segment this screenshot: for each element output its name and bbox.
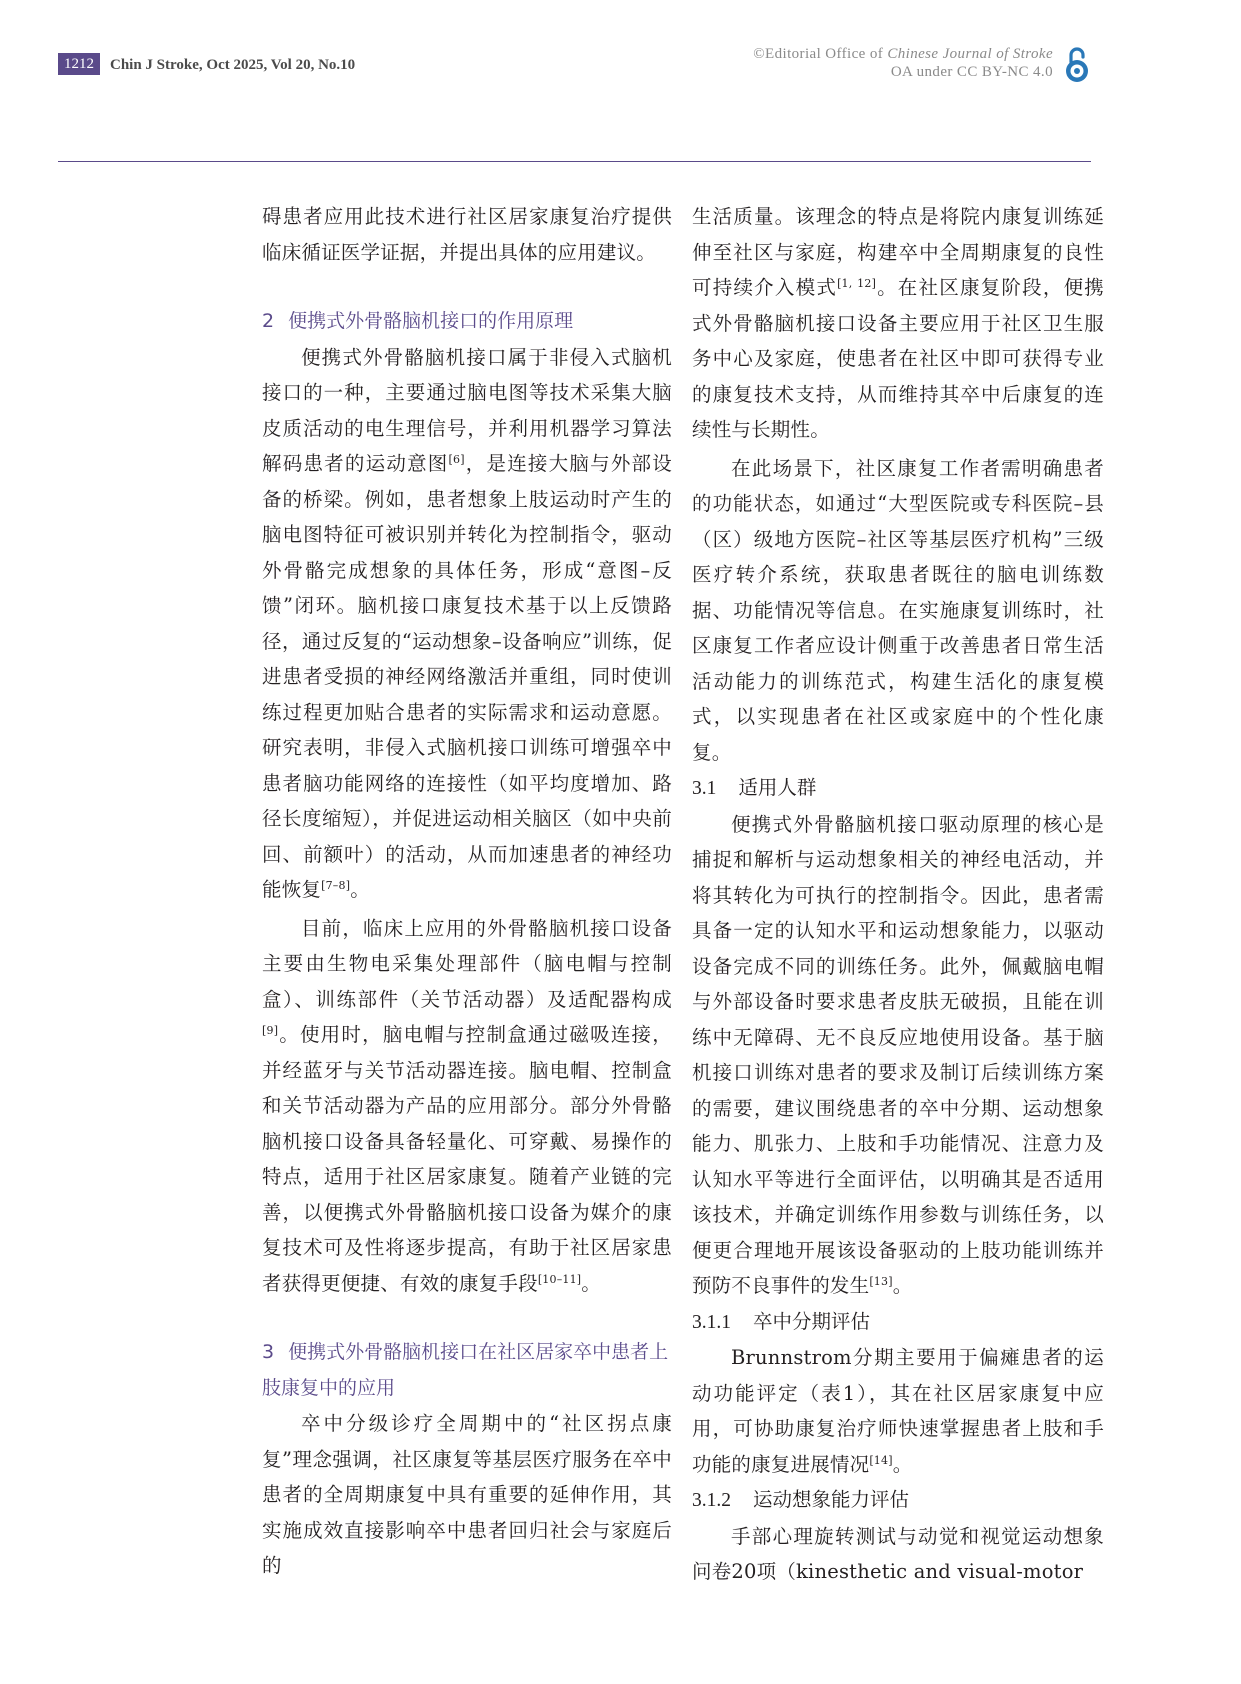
section-heading-2 — [262, 304, 672, 340]
section-number: 3.1 — [692, 778, 717, 799]
citation-ref: [6] — [448, 453, 465, 466]
section-number: 2 — [262, 310, 275, 332]
subsection-heading-3-1-1 — [692, 1304, 1104, 1341]
subsection-heading-3-1 — [692, 770, 1104, 807]
open-access-lock-icon — [1063, 46, 1091, 84]
section-number: 3.1.2 — [692, 1490, 731, 1511]
paragraph-text: 。 — [892, 1452, 913, 1476]
paragraph-text: 。 — [350, 878, 370, 901]
section-number: 3 — [262, 1341, 275, 1363]
journal-citation: Chin J Stroke, Oct 2025, Vol 20, No.10 — [110, 57, 356, 73]
paragraph-text: 目前，临床上应用的外骨骼脑机接口设备主要由生物电采集处理部件（脑电帽与控制盒）、训练部件（关节活动器）及适配器构成 — [262, 916, 672, 1011]
paragraph — [692, 199, 1104, 448]
paragraph: 卒中分级诊疗全周期中的“社区拐点康复”理念强调，社区康复等基层医疗服务在卒中患者的全周期康复中具有重要的延伸作用，其实施成效直接影响卒中患者回归社会与家庭后的 — [262, 1412, 672, 1577]
citation-ref: [7–8] — [321, 879, 351, 892]
paragraph-text: 。在社区康复阶段，便携式外骨骼脑机接口设备主要应用于社区卫生服务中心及家庭，使患者在社区中即可获得专业的康复技术支持，从而维持其卒中后康复的连续性与长期性。 — [692, 276, 1104, 441]
right-column — [692, 199, 1104, 1590]
subsection-heading-3-1-2 — [692, 1482, 1104, 1519]
section-title: 适用人群 — [738, 776, 817, 799]
section-number: 3.1.1 — [692, 1311, 731, 1333]
paragraph — [692, 1340, 1104, 1482]
citation-ref: [10–11] — [537, 1272, 582, 1286]
paragraph-text: 便携式外骨骼脑机接口属于非侵入式脑机接口的一种，主要通过脑电图等技术采集大脑皮质活动的电生理信号，并利用机器学习算法解码患者的运动意图 — [262, 345, 672, 475]
header-divider — [58, 161, 1091, 162]
left-column — [262, 199, 672, 1584]
paragraph-text: 。 — [892, 1274, 913, 1297]
paragraph-text: 生活质量。该理念的特点是将院内康复训练延伸至社区与家庭，构建卒中全周期康复的良性可持续介入模式 — [692, 205, 1104, 299]
citation-ref: [13] — [869, 1275, 893, 1288]
paragraph-text: ，是连接大脑与外部设备的桥梁。例如，患者想象上肢运动时产生的脑电图特征可被识别并转化为控制指令，驱动外骨骼完成想象的具体任务，形成“意图–反馈”闭环。脑机接口康复技术基于以上反馈路径，通过反复的“运动想象–设备响应”训练，促进患者受损的神经网络激活并重组，同时使训练过程更加贴合患者的实际需求和运动意愿。研究表明，非侵入式脑机接口训练可增强卒中患者脑功能网络的连接性（如平均度增加、路径长度缩短），并促进运动相关脑区（如中央前回、前额叶）的活动，从而加速患者的神经功能恢复 — [262, 452, 672, 901]
page-number: 1212 — [58, 53, 100, 75]
license-line: OA under CC BY-NC 4.0 — [890, 64, 1053, 80]
paragraph: 碍患者应用此技术进行社区居家康复治疗提供临床循证医学证据，并提出具体的应用建议。 — [262, 205, 672, 264]
paragraph: 手部心理旋转测试与动觉和视觉运动想象问卷20项（kinesthetic and visual-motor — [692, 1524, 1104, 1583]
section-title: 运动想象能力评估 — [753, 1488, 910, 1511]
section-title: 便携式外骨骼脑机接口的作用原理 — [288, 310, 574, 332]
citation-ref: [9] — [262, 1024, 279, 1037]
copyright-notice — [753, 45, 1053, 81]
paragraph — [692, 807, 1104, 1304]
section-title: 卒中分期评估 — [753, 1309, 871, 1333]
copyright-prefix: ©Editorial Office of — [753, 46, 888, 62]
paragraph — [262, 911, 672, 1302]
paragraph: 在此场景下，社区康复工作者需明确患者的功能状态，如通过“大型医院或专科医院–县（区）级地方医院–社区等基层医疗机构”三级医疗转介系统，获取患者既往的脑电训练数据、功能情况等信息。在实施康复训练时，社区康复工作者应设计侧重于改善患者日常生活活动能力的训练范式，构建生活化的康复模式，以实现患者在社区或家庭中的个性化康复。 — [692, 456, 1104, 764]
section-title: 便携式外骨骼脑机接口在社区居家卒中患者上肢康复中的应用 — [262, 1341, 669, 1399]
section-heading-3 — [262, 1335, 672, 1406]
paragraph-text: 。 — [581, 1271, 601, 1295]
paragraph-text: Brunnstrom分期主要用于偏瘫患者的运动功能评定（表1），其在社区居家康复中应用，可协助康复治疗师快速掌握患者上肢和手功能的康复进展情况 — [692, 1346, 1104, 1476]
citation-ref: [14] — [869, 1453, 893, 1467]
paragraph — [262, 340, 672, 908]
copyright-line — [753, 45, 1053, 63]
journal-name: Chinese Journal of Stroke — [887, 46, 1053, 62]
paragraph-text: 便携式外骨骼脑机接口驱动原理的核心是捕捉和解析与运动想象相关的神经电活动，并将其转化为可执行的控制指令。因此，患者需具备一定的认知水平和运动想象能力，以驱动设备完成不同的训练任务。此外，佩戴脑电帽与外部设备时要求患者皮肤无破损，且能在训练中无障碍、无不良反应地使用设备。基于脑机接口训练对患者的要求及制订后续训练方案的需要，建议围绕患者的卒中分期、运动想象能力、肌张力、上肢和手功能情况、注意力及认知水平等进行全面评估，以明确其是否适用该技术，并确定训练作用参数与训练任务，以便更合理地开展该设备驱动的上肢功能训练并预防不良事件的发生 — [692, 812, 1104, 1297]
citation-ref: [1, 12] — [837, 277, 877, 290]
paragraph-text: 。使用时，脑电帽与控制盒通过磁吸连接，并经蓝牙与关节活动器连接。脑电帽、控制盒和关节活动器为产品的应用部分。部分外骨骼脑机接口设备具备轻量化、可穿戴、易操作的特点，适用于社区居家康复。随着产业链的完善，以便携式外骨骼脑机接口设备为媒介的康复技术可及性将逐步提高，有助于社区居家患者获得更便捷、有效的康复手段 — [262, 1023, 672, 1295]
